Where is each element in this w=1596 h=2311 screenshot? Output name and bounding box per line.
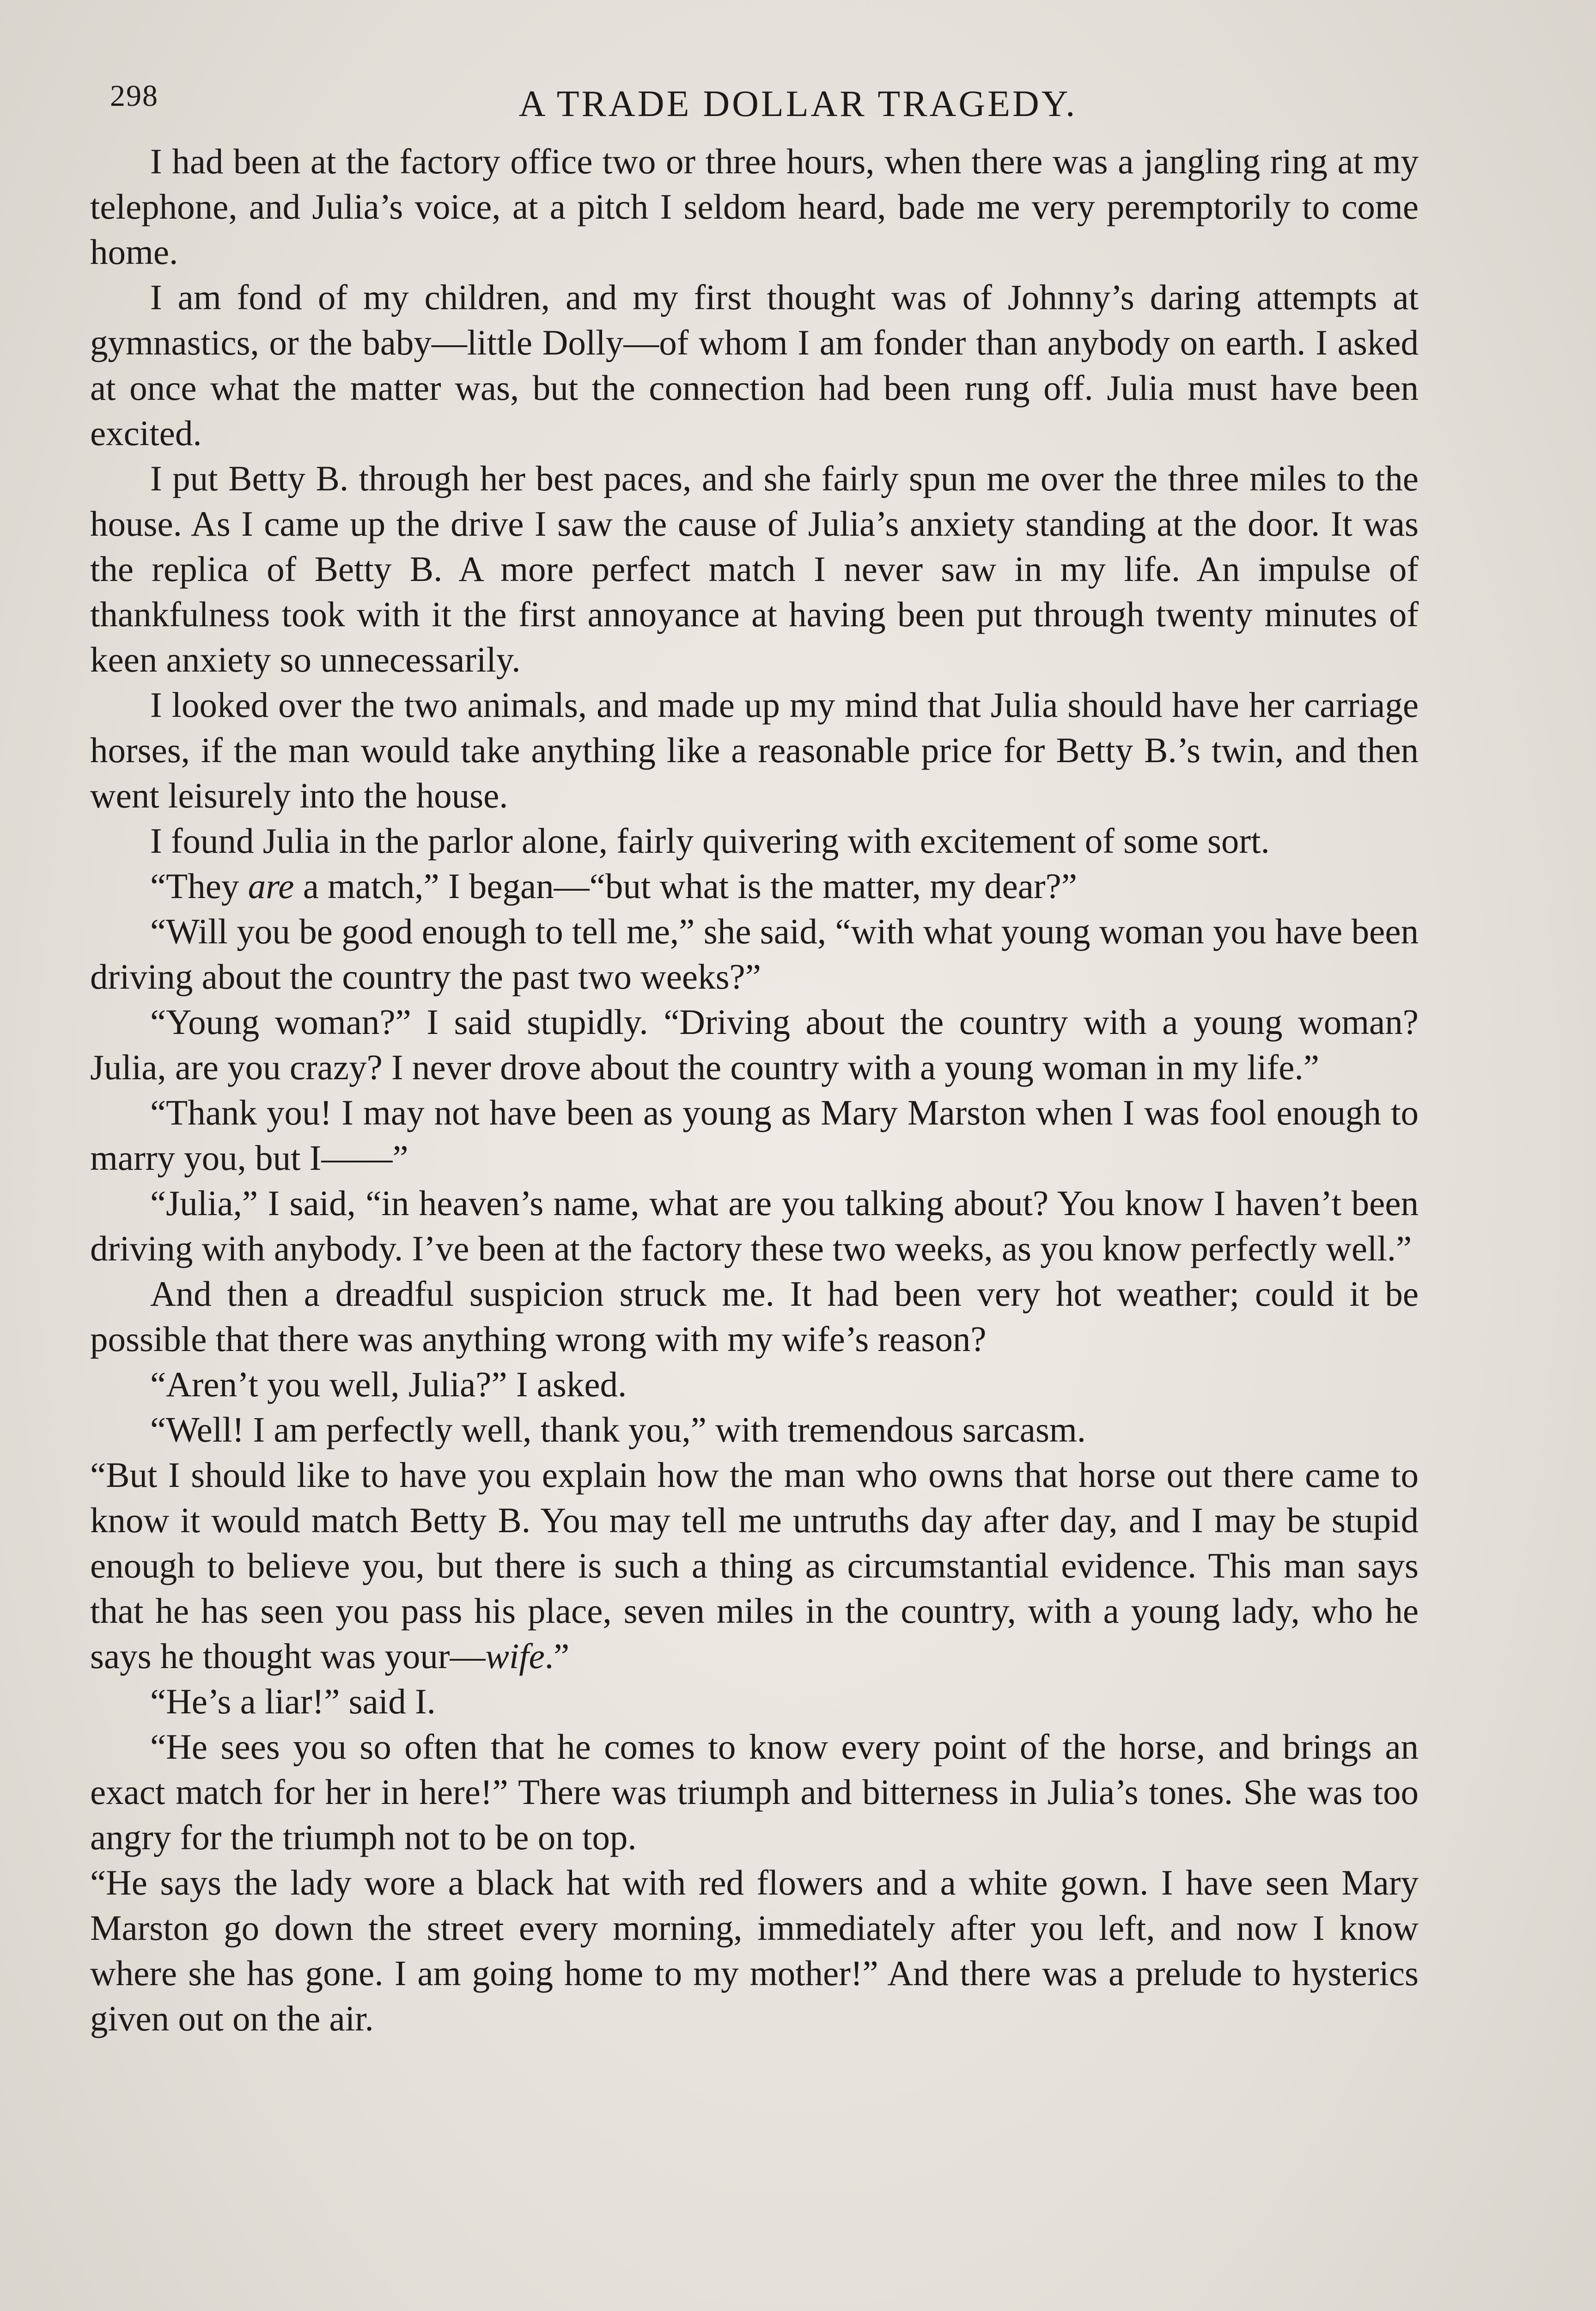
paragraph: “Julia,” I said, “in heaven’s name, what are you talking about? You know I haven’t been driving with anybody. I’ve been at the factory these two weeks, as you know perfectly well.” xyxy=(90,1183,1419,1268)
paragraph: “He sees you so often that he comes to know every point of the horse, and brings an exact match for her in here!” There was triumph and bitterness in Julia’s tones. She was too angry for the triumph not to be on top. xyxy=(90,1727,1419,1857)
running-title: A TRADE DOLLAR TRAGEDY. xyxy=(518,84,1078,124)
page-number: 298 xyxy=(110,79,158,113)
paragraph: I had been at the factory office two or three hours, when there was a jangling ring at my telephone, and Julia’s voice, at a pitch I seldom heard, bade me very peremptorily to come home. xyxy=(90,141,1419,272)
text-run: .” xyxy=(544,1636,570,1676)
text-run: “They xyxy=(150,866,248,906)
paragraph xyxy=(90,863,1419,909)
paragraph: “He’s a liar!” said I. xyxy=(150,1681,436,1721)
paragraph: I am fond of my children, and my first thought was of Johnny’s daring attempts at gymnastics, or the baby—little Dolly—of whom I am fonder than anybody on earth. I asked at once what the matter was, but the connection had been rung off. Julia must have been excited. xyxy=(90,277,1419,453)
emphasis: are xyxy=(248,866,294,906)
paragraph: “Thank you! I may not have been as young as Mary Marston when I was fool enough to marry you, but I——” xyxy=(90,1093,1419,1178)
emphasis: wife xyxy=(485,1636,545,1676)
page-header xyxy=(0,79,1596,143)
paragraph: “Aren’t you well, Julia?” I asked. xyxy=(150,1364,627,1404)
paragraph: I put Betty B. through her best paces, and she fairly spun me over the three miles to the house. As I came up the drive I saw the cause of Julia’s anxiety standing at the door. It was the replica of Betty B. A more perfect match I never saw in my life. An impulse of thankfulness took with it the first annoyance at having been put through twenty minutes of keen anxiety so unnecessarily. xyxy=(90,459,1419,679)
paragraph: “He says the lady wore a black hat with red flowers and a white gown. I have seen Mary Marston go down the street every morning, immediately after you left, and now I know where she has gone. I am going home to my mother!” And there was a prelude to hysterics given out on the air. xyxy=(90,1863,1419,2038)
paragraph xyxy=(90,1452,1419,1679)
paragraph: “Will you be good enough to tell me,” she said, “with what young woman you have been driving about the country the past two weeks?” xyxy=(90,911,1419,997)
text-run: a match,” I began—“but what is the matter, my dear?” xyxy=(294,866,1077,906)
text-run: “But I should like to have you explain how the man who owns that horse out there came to know it would match Betty B. You may tell me untruths day after day, and I may be stupid enough to believe you, but there is such a thing as circumstantial evidence. This man says that he has seen you pass his place, seven miles in the country, with a young lady, who he says he thought was your— xyxy=(90,1455,1419,1676)
paragraph: “Young woman?” I said stupidly. “Driving about the country with a young woman? Julia, are you crazy? I never drove about the country with a young woman in my life.” xyxy=(90,1002,1419,1087)
paragraph: I found Julia in the parlor alone, fairly quivering with excitement of some sort. xyxy=(150,821,1270,861)
story-text xyxy=(90,139,1419,2041)
paragraph: I looked over the two animals, and made up my mind that Julia should have her carriage horses, if the man would take anything like a reasonable price for Betty B.’s twin, and then went leisurely into the house. xyxy=(90,685,1419,815)
paragraph: “Well! I am perfectly well, thank you,” with tremendous sarcasm. xyxy=(150,1410,1086,1449)
paragraph: And then a dreadful suspicion struck me. It had been very hot weather; could it be possible that there was anything wrong with my wife’s reason? xyxy=(90,1274,1419,1359)
